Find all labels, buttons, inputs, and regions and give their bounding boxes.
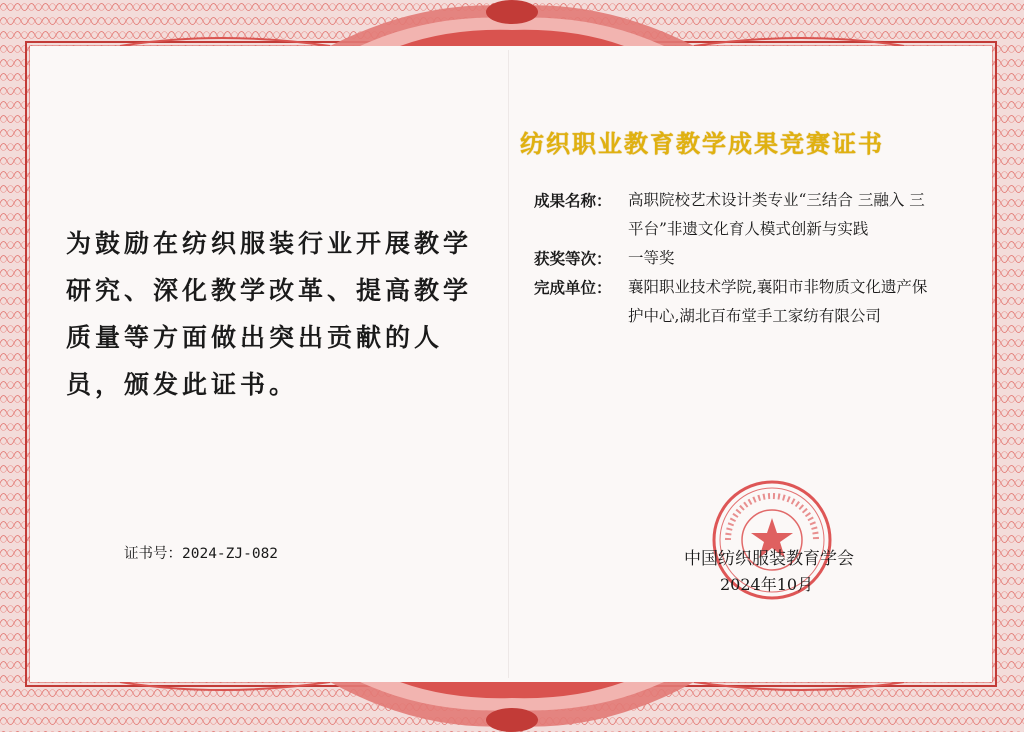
- certificate-title: 纺织职业教育教学成果竞赛证书: [520, 129, 884, 158]
- award-label: 获奖等次：: [534, 249, 612, 268]
- award-value: 一等奖: [628, 249, 675, 267]
- intro-paragraph: 为鼓励在纺织服装行业开展教学研究、深化教学改革、提高教学质量等方面做出突出贡献的人员，颁发此证书。: [66, 229, 473, 399]
- center-fold: [508, 50, 509, 678]
- unit-row: [534, 273, 934, 331]
- achievement-value: 高职院校艺术设计类专业“三结合 三融入 三平台”非遗文化育人模式创新与实践: [628, 191, 925, 238]
- unit-value: 襄阳职业技术学院,襄阳市非物质文化遗产保护中心,湖北百布堂手工家纺有限公司: [628, 278, 928, 325]
- issue-date: 2024年10月: [720, 575, 814, 594]
- achievement-row: [534, 186, 934, 244]
- unit-label: 完成单位：: [534, 278, 612, 297]
- issuer-name: 中国纺织服装教育学会: [684, 549, 854, 569]
- award-row: [534, 244, 934, 273]
- achievement-label: 成果名称：: [534, 191, 612, 210]
- award-info: [534, 186, 934, 331]
- certificate-number: 证书号：2024-ZJ-082: [124, 546, 279, 562]
